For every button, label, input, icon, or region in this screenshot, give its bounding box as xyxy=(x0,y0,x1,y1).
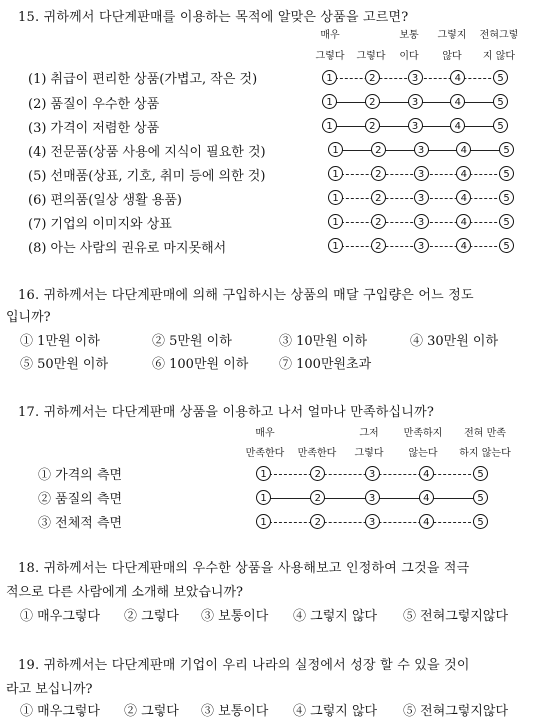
q18-option-1[interactable]: ① 매우그렇다 xyxy=(20,609,100,624)
q15-scale-5 xyxy=(328,166,514,182)
q17-header-1-line1: 매우 xyxy=(255,428,275,439)
scale-option-5[interactable]: 5 xyxy=(499,214,514,229)
q17-item-2-label: ② 품질의 측면 xyxy=(38,492,123,507)
q17-header-3-line2: 그렇다 xyxy=(354,448,384,459)
q17-header-5-line2: 하지 않는다 xyxy=(459,448,511,459)
scale-option-4[interactable]: 4 xyxy=(450,70,465,85)
q16-title-cont: 입니까? xyxy=(6,310,51,325)
q15-item-4-label: (4) 전문품(상품 사용에 지식이 필요한 것) xyxy=(28,145,266,160)
scale-option-4[interactable]: 4 xyxy=(456,166,471,181)
scale-option-5[interactable]: 5 xyxy=(473,466,488,481)
q16-title: 16. 귀하께서는 다단계판매에 의해 구입하시는 상품의 매달 구입량은 어느 정도 xyxy=(18,288,474,303)
scale-option-2[interactable]: 2 xyxy=(310,490,325,505)
q17-header-4-line2: 않는다 xyxy=(408,448,438,459)
scale-option-2[interactable]: 2 xyxy=(310,466,325,481)
scale-option-2[interactable]: 2 xyxy=(365,118,380,133)
scale-option-5[interactable]: 5 xyxy=(499,190,514,205)
scale-option-1[interactable]: 1 xyxy=(328,190,343,205)
scale-option-2[interactable]: 2 xyxy=(365,70,380,85)
q17-header-2-line2: 만족한다 xyxy=(297,448,337,459)
scale-option-3[interactable]: 3 xyxy=(365,466,380,481)
scale-option-4[interactable]: 4 xyxy=(419,490,434,505)
scale-option-4[interactable]: 4 xyxy=(419,514,434,529)
q15-header-4-line1: 그렇지 xyxy=(437,30,467,41)
q19-title-cont: 라고 보십니까? xyxy=(6,682,93,697)
scale-option-3[interactable]: 3 xyxy=(414,214,429,229)
scale-option-1[interactable]: 1 xyxy=(328,166,343,181)
scale-option-1[interactable]: 1 xyxy=(328,142,343,157)
scale-option-3[interactable]: 3 xyxy=(408,118,423,133)
scale-option-3[interactable]: 3 xyxy=(408,94,423,109)
q15-scale-4 xyxy=(328,142,514,158)
scale-option-5[interactable]: 5 xyxy=(499,238,514,253)
scale-option-4[interactable]: 4 xyxy=(456,214,471,229)
scale-option-2[interactable]: 2 xyxy=(371,214,386,229)
scale-option-4[interactable]: 4 xyxy=(450,118,465,133)
q18-option-3[interactable]: ③ 보통이다 xyxy=(201,609,269,624)
q15-header-3-line1: 보통 xyxy=(399,30,419,41)
q15-scale-3 xyxy=(322,118,508,134)
q15-scale-1 xyxy=(322,70,508,86)
q16-option-7[interactable]: ⑦ 100만원초과 xyxy=(279,357,372,372)
scale-option-2[interactable]: 2 xyxy=(310,514,325,529)
q16-option-2[interactable]: ② 5만원 이하 xyxy=(152,334,232,349)
scale-option-5[interactable]: 5 xyxy=(499,142,514,157)
q16-options-row1 xyxy=(0,330,548,350)
q15-item-6-label: (6) 편의품(일상 생활 용품) xyxy=(28,193,182,208)
scale-option-1[interactable]: 1 xyxy=(322,70,337,85)
q16-option-6[interactable]: ⑥ 100만원 이하 xyxy=(152,357,249,372)
scale-option-1[interactable]: 1 xyxy=(256,466,271,481)
scale-option-5[interactable]: 5 xyxy=(493,70,508,85)
q17-header-4-line1: 만족하지 xyxy=(403,428,443,439)
scale-option-5[interactable]: 5 xyxy=(493,94,508,109)
q15-item-7-label: (7) 기업의 이미지와 상표 xyxy=(28,217,172,232)
q15-title: 15. 귀하께서 다단계판매를 이용하는 목적에 알맞은 상품을 고르면? xyxy=(18,10,409,25)
scale-option-4[interactable]: 4 xyxy=(456,238,471,253)
q15-item-2-label: (2) 품질이 우수한 상품 xyxy=(28,97,160,112)
q15-scale-8 xyxy=(328,238,514,254)
q15-item-5-label: (5) 선매품(상표, 기호, 취미 등에 의한 것) xyxy=(28,169,266,184)
q15-item-8-label: (8) 아는 사람의 권유로 마지못해서 xyxy=(28,241,227,256)
q19-option-5[interactable]: ⑤ 전혀그렇지않다 xyxy=(403,704,509,719)
q15-item-3-label: (3) 가격이 저렴한 상품 xyxy=(28,121,160,136)
q18-option-2[interactable]: ② 그렇다 xyxy=(124,609,179,624)
q15-header-3-line2: 이다 xyxy=(399,51,419,62)
scale-option-3[interactable]: 3 xyxy=(408,70,423,85)
q19-option-4[interactable]: ④ 그렇지 않다 xyxy=(293,704,378,719)
q15-scale-2 xyxy=(322,94,508,110)
q19-option-2[interactable]: ② 그렇다 xyxy=(124,704,179,719)
q15-scale-7 xyxy=(328,214,514,230)
q16-option-1[interactable]: ① 1만원 이하 xyxy=(20,334,100,349)
q17-header-3-line1: 그저 xyxy=(359,428,379,439)
scale-option-5[interactable]: 5 xyxy=(499,166,514,181)
q18-option-4[interactable]: ④ 그렇지 않다 xyxy=(293,609,378,624)
scale-option-5[interactable]: 5 xyxy=(493,118,508,133)
q18-options xyxy=(0,605,548,625)
q16-options-row2 xyxy=(0,353,548,373)
q17-header-1-line2: 만족한다 xyxy=(245,448,285,459)
scale-option-5[interactable]: 5 xyxy=(473,514,488,529)
scale-option-4[interactable]: 4 xyxy=(456,142,471,157)
scale-option-3[interactable]: 3 xyxy=(365,490,380,505)
scale-option-1[interactable]: 1 xyxy=(256,514,271,529)
q15-item-1-label: (1) 취급이 편리한 상품(가볍고, 작은 것) xyxy=(28,72,258,87)
scale-option-1[interactable]: 1 xyxy=(328,238,343,253)
q17-scale-3 xyxy=(256,514,488,530)
scale-option-1[interactable]: 1 xyxy=(256,490,271,505)
scale-option-4[interactable]: 4 xyxy=(450,94,465,109)
q15-header-2-line2: 그렇다 xyxy=(356,51,386,62)
q16-option-3[interactable]: ③ 10만원 이하 xyxy=(279,334,368,349)
scale-option-3[interactable]: 3 xyxy=(414,190,429,205)
scale-option-1[interactable]: 1 xyxy=(328,214,343,229)
q17-scale-2 xyxy=(256,490,488,506)
scale-option-1[interactable]: 1 xyxy=(322,118,337,133)
scale-option-4[interactable]: 4 xyxy=(456,190,471,205)
q15-scale-6 xyxy=(328,190,514,206)
q19-title: 19. 귀하께서는 다단계판매 기업이 우리 나라의 실정에서 성장 할 수 있을 것이 xyxy=(18,658,470,673)
q15-header-1-line2: 그렇다 xyxy=(315,51,345,62)
scale-option-2[interactable]: 2 xyxy=(371,238,386,253)
scale-option-3[interactable]: 3 xyxy=(365,514,380,529)
scale-option-2[interactable]: 2 xyxy=(371,142,386,157)
q16-option-4[interactable]: ④ 30만원 이하 xyxy=(410,334,499,349)
q17-header-5-line1: 전혀 만족 xyxy=(464,428,506,439)
q18-title: 18. 귀하께서는 다단계판매의 우수한 상품을 사용해보고 인정하여 그것을 적극 xyxy=(18,561,470,576)
scale-option-3[interactable]: 3 xyxy=(414,142,429,157)
q17-item-3-label: ③ 전체적 측면 xyxy=(38,516,123,531)
q19-options xyxy=(0,700,548,720)
q19-option-1[interactable]: ① 매우그렇다 xyxy=(20,704,100,719)
q19-option-3[interactable]: ③ 보통이다 xyxy=(201,704,269,719)
q16-option-5[interactable]: ⑤ 50만원 이하 xyxy=(20,357,109,372)
q15-header-5-line2: 지 않다 xyxy=(482,51,516,62)
scale-option-3[interactable]: 3 xyxy=(414,238,429,253)
scale-option-2[interactable]: 2 xyxy=(371,190,386,205)
q15-header-1-line1: 매우 xyxy=(320,30,340,41)
scale-option-4[interactable]: 4 xyxy=(419,466,434,481)
scale-option-3[interactable]: 3 xyxy=(414,166,429,181)
q15-header-5-line1: 전혀그렇 xyxy=(479,30,519,41)
scale-option-2[interactable]: 2 xyxy=(371,166,386,181)
q15-header-4-line2: 않다 xyxy=(442,51,462,62)
scale-option-5[interactable]: 5 xyxy=(473,490,488,505)
q17-scale-1 xyxy=(256,466,488,482)
q18-title-cont: 적으로 다른 사람에게 소개해 보았습니까? xyxy=(6,585,243,600)
q18-option-5[interactable]: ⑤ 전혀그렇지않다 xyxy=(403,609,509,624)
q17-title: 17. 귀하께서는 다단계판매 상품을 이용하고 나서 얼마나 만족하십니까? xyxy=(18,405,434,420)
q17-item-1-label: ① 가격의 측면 xyxy=(38,468,123,483)
scale-option-1[interactable]: 1 xyxy=(322,94,337,109)
scale-option-2[interactable]: 2 xyxy=(365,94,380,109)
